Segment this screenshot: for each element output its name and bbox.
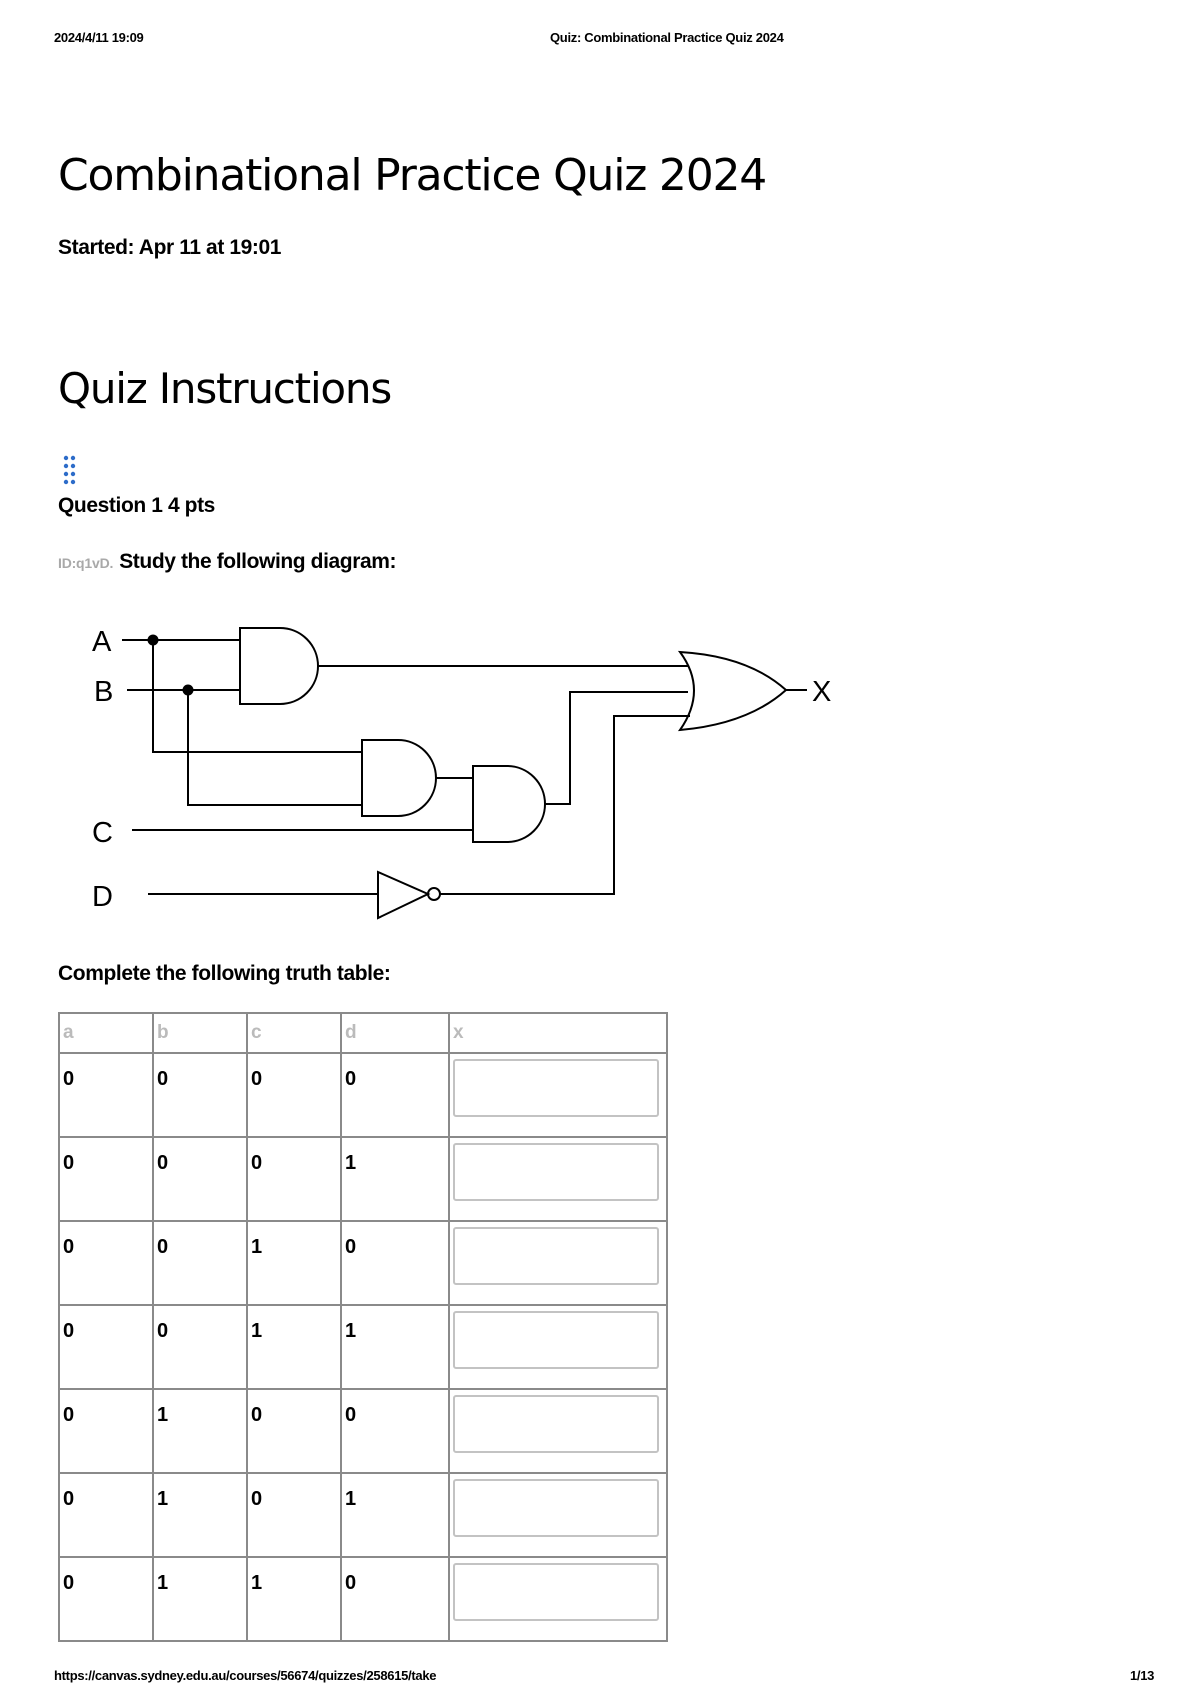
junction-b bbox=[183, 685, 194, 696]
header-b: b bbox=[153, 1013, 247, 1053]
cell-b: 1 bbox=[153, 1389, 247, 1473]
cell-a: 0 bbox=[59, 1137, 153, 1221]
table-row bbox=[59, 1305, 667, 1389]
cell-a: 0 bbox=[59, 1221, 153, 1305]
cell-b: 0 bbox=[153, 1137, 247, 1221]
quiz-title: Combinational Practice Quiz 2024 bbox=[58, 150, 767, 201]
cell-x bbox=[449, 1557, 667, 1641]
not-gate bbox=[378, 872, 428, 918]
cell-x bbox=[449, 1137, 667, 1221]
table-row bbox=[59, 1389, 667, 1473]
table-row bbox=[59, 1557, 667, 1641]
truth-table-header-row bbox=[59, 1013, 667, 1053]
input-label-a: A bbox=[92, 626, 112, 658]
cell-x bbox=[449, 1305, 667, 1389]
cell-a: 0 bbox=[59, 1473, 153, 1557]
cell-c: 0 bbox=[247, 1053, 341, 1137]
truth-table bbox=[58, 1012, 668, 1642]
cell-a: 0 bbox=[59, 1053, 153, 1137]
cell-d: 0 bbox=[341, 1557, 449, 1641]
and-gate-1 bbox=[240, 628, 318, 704]
cell-d: 0 bbox=[341, 1053, 449, 1137]
print-page-title: Quiz: Combinational Practice Quiz 2024 bbox=[550, 30, 784, 45]
cell-c: 0 bbox=[247, 1473, 341, 1557]
answer-input-x[interactable] bbox=[453, 1395, 659, 1453]
print-url: https://canvas.sydney.edu.au/courses/56674/quizzes/258615/take bbox=[54, 1668, 437, 1683]
wire-a-branch bbox=[153, 640, 362, 752]
print-datetime: 2024/4/11 19:09 bbox=[54, 30, 144, 45]
cell-c: 0 bbox=[247, 1137, 341, 1221]
and-gate-3 bbox=[473, 766, 545, 842]
table-row bbox=[59, 1473, 667, 1557]
drag-handle-icon[interactable] bbox=[62, 455, 78, 485]
cell-b: 0 bbox=[153, 1221, 247, 1305]
cell-a: 0 bbox=[59, 1389, 153, 1473]
junction-a bbox=[148, 635, 159, 646]
header-d: d bbox=[341, 1013, 449, 1053]
cell-a: 0 bbox=[59, 1305, 153, 1389]
cell-c: 1 bbox=[247, 1305, 341, 1389]
wire-b-branch bbox=[188, 690, 362, 805]
truth-table-prompt: Complete the following truth table: bbox=[58, 962, 391, 985]
cell-c: 1 bbox=[247, 1221, 341, 1305]
question-header: Question 1 4 pts bbox=[58, 494, 215, 517]
answer-input-x[interactable] bbox=[453, 1311, 659, 1369]
question-prompt-line bbox=[58, 550, 396, 574]
question-prompt: Study the following diagram: bbox=[119, 550, 397, 573]
quiz-instructions-heading: Quiz Instructions bbox=[58, 364, 392, 413]
answer-input-x[interactable] bbox=[453, 1059, 659, 1117]
header-c: c bbox=[247, 1013, 341, 1053]
cell-b: 1 bbox=[153, 1557, 247, 1641]
answer-input-x[interactable] bbox=[453, 1563, 659, 1621]
input-label-d: D bbox=[92, 881, 113, 913]
and-gate-2 bbox=[362, 740, 436, 816]
quiz-started-time: Started: Apr 11 at 19:01 bbox=[58, 236, 282, 259]
or-gate bbox=[680, 652, 786, 730]
cell-d: 1 bbox=[341, 1137, 449, 1221]
cell-b: 0 bbox=[153, 1053, 247, 1137]
wire-and3-out bbox=[545, 692, 688, 804]
question-id: ID:q1vD. bbox=[58, 555, 114, 571]
answer-input-x[interactable] bbox=[453, 1227, 659, 1285]
answer-input-x[interactable] bbox=[453, 1479, 659, 1537]
cell-b: 0 bbox=[153, 1305, 247, 1389]
cell-x bbox=[449, 1053, 667, 1137]
cell-d: 1 bbox=[341, 1473, 449, 1557]
cell-c: 1 bbox=[247, 1557, 341, 1641]
input-label-c: C bbox=[92, 817, 113, 849]
cell-d: 1 bbox=[341, 1305, 449, 1389]
cell-c: 0 bbox=[247, 1389, 341, 1473]
cell-x bbox=[449, 1389, 667, 1473]
cell-d: 0 bbox=[341, 1389, 449, 1473]
cell-a: 0 bbox=[59, 1557, 153, 1641]
header-x: x bbox=[449, 1013, 667, 1053]
input-label-b: B bbox=[94, 676, 114, 708]
table-row bbox=[59, 1221, 667, 1305]
logic-circuit-diagram bbox=[80, 610, 860, 930]
table-row bbox=[59, 1137, 667, 1221]
header-a: a bbox=[59, 1013, 153, 1053]
print-page-number: 1/13 bbox=[1130, 1668, 1155, 1683]
answer-input-x[interactable] bbox=[453, 1143, 659, 1201]
cell-b: 1 bbox=[153, 1473, 247, 1557]
table-row bbox=[59, 1053, 667, 1137]
cell-d: 0 bbox=[341, 1221, 449, 1305]
cell-x bbox=[449, 1473, 667, 1557]
output-label-x: X bbox=[812, 676, 832, 708]
cell-x bbox=[449, 1221, 667, 1305]
